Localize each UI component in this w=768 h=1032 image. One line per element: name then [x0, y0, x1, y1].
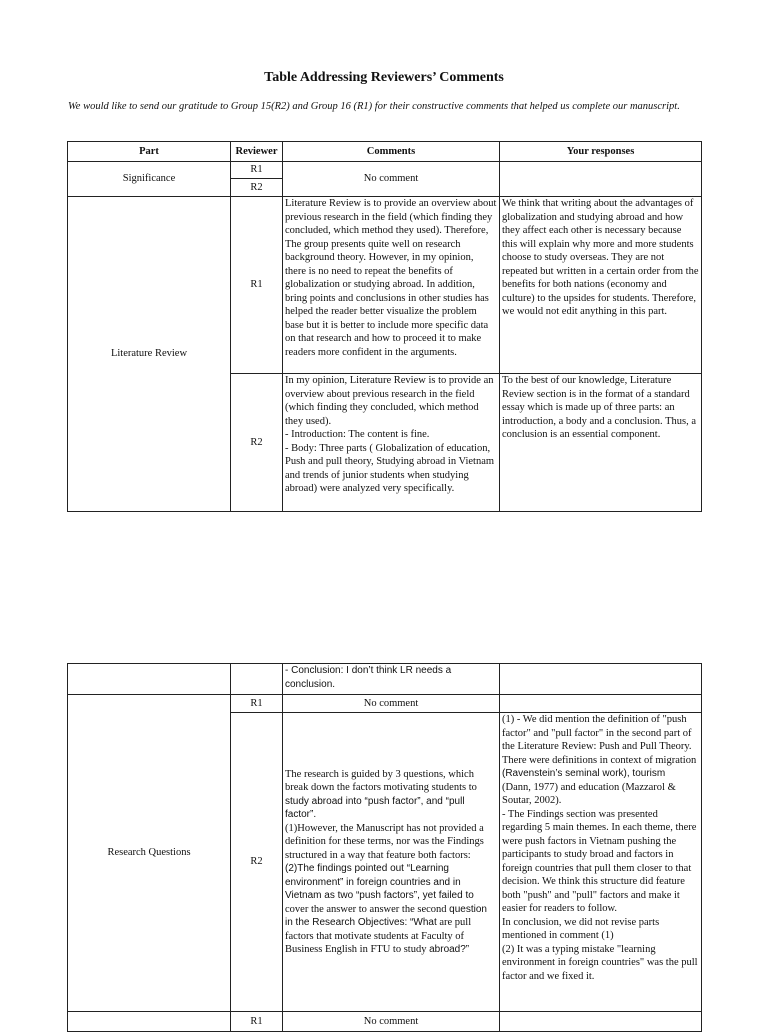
part-cell	[68, 664, 231, 695]
comment-line: In my opinion, Literature Review is to provide an overview about previous research in the field (which finding they concluded, which method they used).	[285, 375, 494, 427]
response-cell: To the best of our knowledge, Literature Review section is in the format of a standard essay which is made up of three parts: an introduction, a body and a conclusion. Thus, a conclusion is an essential component.	[500, 374, 702, 512]
part-literature-review: Literature Review	[68, 197, 231, 512]
reviewer-cell: R1	[231, 197, 283, 374]
table-row	[68, 197, 702, 374]
reviewers-comments-table-continued	[67, 663, 702, 1032]
response-line: (Dann, 1977) and education (Mazzarol & Soutar, 2002).	[502, 781, 676, 806]
response-cell	[500, 713, 702, 1012]
table-row	[68, 162, 702, 179]
reviewer-cell: R2	[231, 179, 283, 197]
response-cell: We think that writing about the advantages of globalization and studying abroad and how they affect each other is necessary because this will explain why more and more students choose to study overseas. They are not repeated but written in a certain order from the benefits for both nations (economy and culture) to the upsides for students. Therefore, we would not edit anything in this part.	[500, 197, 702, 374]
response-cell	[500, 695, 702, 713]
header-reviewer: Reviewer	[231, 142, 283, 162]
response-line: (2) It was a typing mistake "learning environment in foreign countries" was the pull factor and we fixed it.	[502, 943, 698, 982]
part-research-questions: Research Questions	[68, 695, 231, 1012]
comment-text: (1)However, the Manuscript has not provided a definition for these terms, nor was the Findings structured in a way that feature both factors:	[285, 822, 484, 861]
reviewer-cell: R1	[231, 162, 283, 179]
table-row	[68, 695, 702, 713]
reviewer-cell: R1	[231, 1012, 283, 1032]
header-part: Part	[68, 142, 231, 162]
part-significance: Significance	[68, 162, 231, 197]
comment-text: cover the answer to answer the second	[285, 903, 450, 915]
header-comments: Comments	[283, 142, 500, 162]
reviewers-comments-table	[67, 141, 702, 512]
response-line: (Ravenstein’s seminal work), tourism	[502, 768, 666, 779]
comment-cell	[283, 713, 500, 1012]
comment-cell: Literature Review is to provide an overview about previous research in the field (which finding they concluded, which method they used). Therefore, The group presents quite well on research background theory. However, in my opinion, there is no need to repeat the benefits of globalization or studying abroad. In addition, bring points and conclusions in other studies has helped the reader better visualize the problem base but it is better to include more specific data on that research and how to proceed it to make readers more confident in the arguments.	[283, 197, 500, 374]
comment-line: - Body: Three parts ( Globalization of education, Push and pull theory, Studying abroad in Vietnam and trends of junior students when studying abroad) were analyzed very specifically.	[285, 442, 495, 494]
comment-text: are pull factors that motivate students at Faculty of Business English in FTU to study	[285, 917, 472, 955]
comment-text: abroad?”	[429, 944, 470, 955]
comment-line: - Introduction: The content is fine.	[285, 429, 430, 440]
page-title: Table Addressing Reviewers’ Comments	[264, 70, 504, 85]
response-cell	[500, 664, 702, 695]
comment-cell	[283, 664, 500, 695]
comment-text: (2)The findings pointed out “Learning environment” in foreign countries and in Vietnam as two “push factors”, yet failed to	[285, 863, 474, 901]
reviewer-cell: R1	[231, 695, 283, 713]
response-line: In conclusion, we did not revise parts mentioned in comment (1)	[502, 916, 660, 941]
intro-paragraph: We would like to send our gratitude to Group 15(R2) and Group 16 (R1) for their constructive comments that helped us complete our manuscript.	[68, 101, 680, 112]
table-row	[68, 1012, 702, 1032]
table-header-row	[68, 142, 702, 162]
reviewer-cell	[231, 664, 283, 695]
comment-cell: No comment	[283, 1012, 500, 1032]
comment-cell: No comment	[283, 695, 500, 713]
comment-cell: No comment	[283, 162, 500, 197]
reviewer-cell: R2	[231, 374, 283, 512]
comment-line: - Conclusion: I don’t think LR needs a conclusion.	[285, 665, 452, 690]
reviewer-cell: R2	[231, 713, 283, 1012]
table-row	[68, 664, 702, 695]
response-line: - The Findings section was presented regarding 5 main themes. In each theme, there were push factors in Vietnam pushing the participants to study broad and factors in foreign countries that pull them closer to that decision. We think this structure did feature both "push" and "pull" factors and make it easier for readers to follow.	[502, 808, 697, 914]
comment-text: The research is guided by 3 questions, which break down the factors motivating students to	[285, 768, 477, 793]
response-line: (1) - We did mention the definition of "push factor" and "pull factor" in the second part of the Literature Review: Push and Pull Theory. There were definitions in context of migration	[502, 714, 697, 766]
comment-cell	[283, 374, 500, 512]
comment-text: question in the Research Objectives: “What	[285, 903, 487, 928]
comment-text: study abroad into “push factor”, and “pull factor”.	[285, 795, 465, 820]
response-cell	[500, 162, 702, 197]
part-cell	[68, 1012, 231, 1032]
response-cell	[500, 1012, 702, 1032]
header-responses: Your responses	[500, 142, 702, 162]
